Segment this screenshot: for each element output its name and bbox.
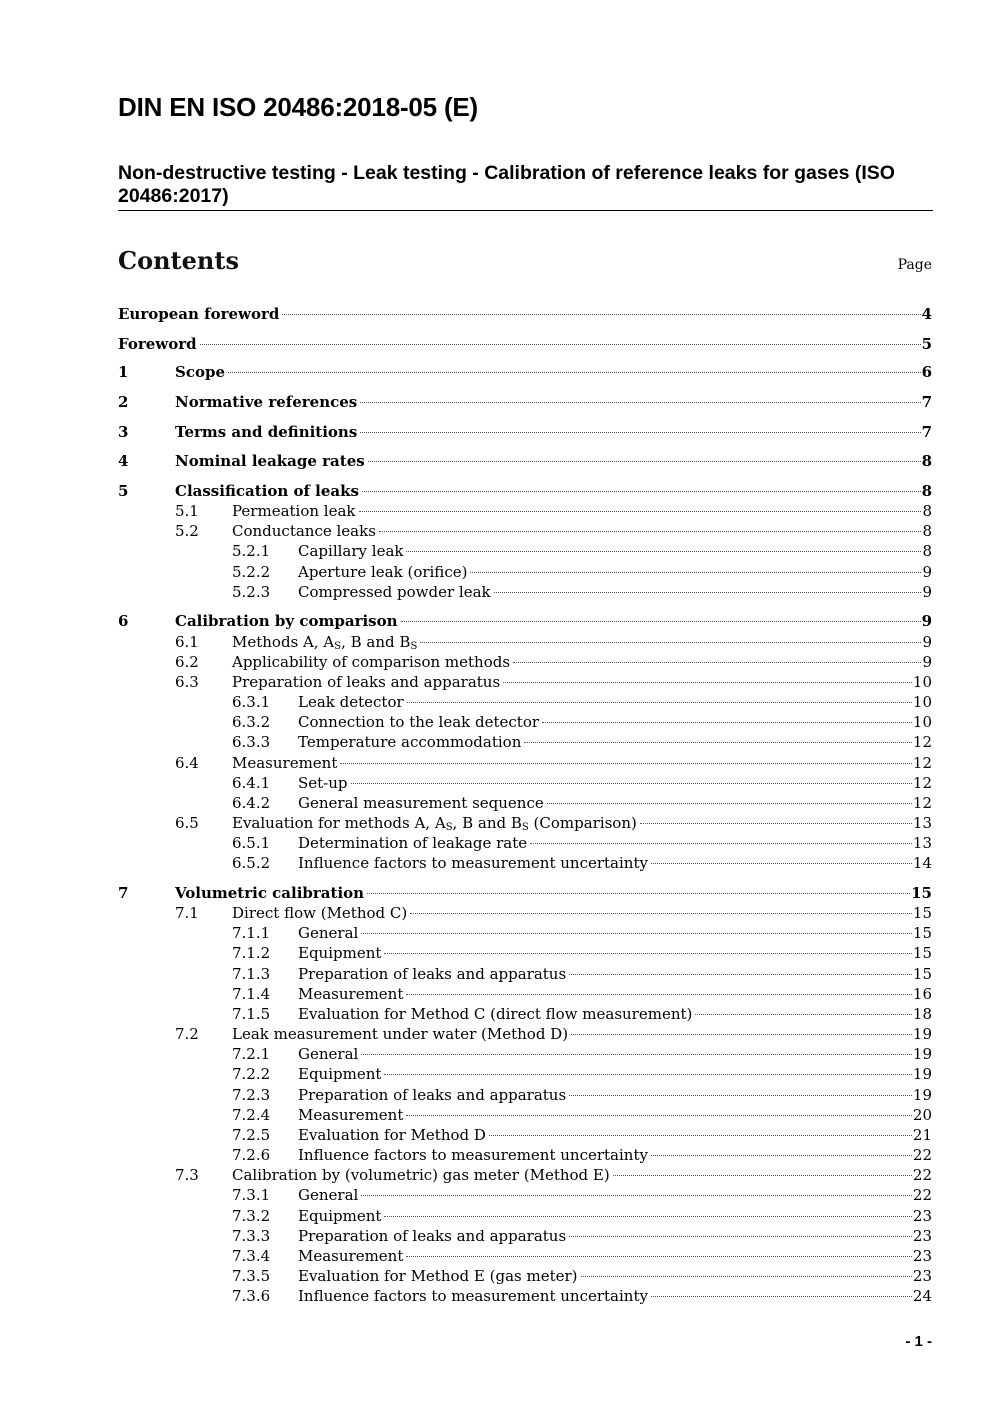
toc-entry-number: 5 [118, 482, 129, 500]
dot-leader [362, 491, 921, 492]
toc-entry-page: 18 [912, 1005, 932, 1023]
toc-entry-page: 24 [912, 1287, 932, 1305]
toc-entry-number: 7.2.4 [232, 1106, 271, 1124]
toc-entry-number: 6.4.2 [232, 794, 271, 812]
dot-leader [368, 461, 921, 462]
toc-entry[interactable] [0, 883, 992, 903]
toc-entry-number: 7.2.6 [232, 1146, 271, 1164]
toc-entry-page: 12 [912, 774, 932, 792]
toc-entry[interactable] [0, 562, 992, 582]
toc-entry-number: 5.2.2 [232, 563, 271, 581]
toc-entry[interactable] [0, 582, 992, 602]
toc-entry-title: Evaluation for Method C (direct flow measurement) [298, 1005, 693, 1023]
toc-entry[interactable] [0, 833, 992, 853]
title-divider [118, 210, 933, 211]
toc-entry-title: Measurement [298, 985, 404, 1003]
dot-leader [470, 572, 921, 573]
toc-entry[interactable] [0, 1206, 992, 1226]
dot-leader [542, 722, 912, 723]
toc-entry-number: 3 [118, 423, 129, 441]
toc-entry-page: 15 [912, 924, 932, 942]
dot-leader [489, 1135, 912, 1136]
toc-entry-title: Evaluation for methods A, $A_S$, B and $B_S$ (Comparison) [232, 814, 637, 833]
toc-entry-page: 8 [922, 522, 932, 540]
toc-entry-page: 23 [912, 1247, 932, 1265]
toc-entry-page: 12 [912, 794, 932, 812]
toc-entry-page: 14 [912, 854, 932, 872]
dot-leader [361, 1054, 912, 1055]
toc-entry-number: 7.1.4 [232, 985, 271, 1003]
toc-entry-page: 7 [921, 393, 932, 411]
dot-leader [367, 893, 910, 894]
toc-entry-page: 13 [912, 814, 932, 832]
toc-entry-title: Terms and definitions [175, 423, 358, 441]
toc-entry-number: 5.1 [175, 502, 199, 520]
toc-entry[interactable] [0, 422, 992, 442]
dot-leader [530, 843, 912, 844]
toc-entry-title: Evaluation for Method D [298, 1126, 486, 1144]
toc-entry[interactable] [0, 923, 992, 943]
toc-entry-number: 7.1.2 [232, 944, 271, 962]
toc-entry-page: 10 [912, 673, 932, 691]
toc-entry-page: 15 [912, 904, 932, 922]
toc-entry-title: Direct flow (Method C) [232, 904, 408, 922]
toc-entry-page: 20 [912, 1106, 932, 1124]
toc-entry-number: 7.1.1 [232, 924, 271, 942]
toc-entry-title: Permeation leak [232, 502, 356, 520]
toc-entry-number: 5.2 [175, 522, 199, 540]
toc-entry-title: Leak detector [298, 693, 404, 711]
toc-entry-title: Aperture leak (orifice) [298, 563, 468, 581]
toc-entry-title: Foreword [118, 335, 197, 353]
toc-entry-page: 19 [912, 1065, 932, 1083]
toc-entry[interactable] [0, 632, 992, 652]
toc-entry-number: 6.5.2 [232, 854, 271, 872]
toc-entry-title: Nominal leakage rates [175, 452, 365, 470]
toc-entry-title: Calibration by comparison [175, 612, 398, 630]
toc-entry-page: 9 [921, 612, 932, 630]
toc-entry-number: 7.3.5 [232, 1267, 271, 1285]
toc-entry-page: 8 [921, 482, 932, 500]
toc-entry[interactable] [0, 793, 992, 813]
toc-entry-title: Determination of leakage rate [298, 834, 528, 852]
toc-entry[interactable] [0, 521, 992, 541]
toc-entry-page: 19 [912, 1086, 932, 1104]
toc-entry-title: Equipment [298, 1207, 382, 1225]
dot-leader [200, 344, 921, 345]
toc-entry-number: 6 [118, 612, 129, 630]
toc-entry-number: 7.3.3 [232, 1227, 271, 1245]
toc-entry[interactable] [0, 984, 992, 1004]
dot-leader [524, 742, 912, 743]
toc-entry-title: General measurement sequence [298, 794, 544, 812]
toc-entry[interactable] [0, 773, 992, 793]
toc-entry[interactable] [0, 1266, 992, 1286]
toc-entry-page: 15 [912, 965, 932, 983]
toc-entry-number: 7 [118, 884, 129, 902]
dot-leader [228, 372, 921, 373]
toc-entry-title: Temperature accommodation [298, 733, 522, 751]
toc-entry-page: 10 [912, 713, 932, 731]
toc-entry-number: 7.3.6 [232, 1287, 271, 1305]
toc-entry[interactable] [0, 732, 992, 752]
dot-leader [401, 621, 921, 622]
toc-entry-title: Preparation of leaks and apparatus [232, 673, 501, 691]
toc-entry-title: Measurement [298, 1247, 404, 1265]
toc-entry-number: 6.5 [175, 814, 199, 832]
toc-entry-page: 13 [912, 834, 932, 852]
toc-entry-title: Equipment [298, 1065, 382, 1083]
toc-entry-number: 7.2 [175, 1025, 199, 1043]
dot-leader [420, 642, 921, 643]
toc-entry-page: 22 [912, 1186, 932, 1204]
toc-entry-page: 9 [922, 563, 932, 581]
toc-entry-title: Influence factors to measurement uncertainty [298, 1146, 648, 1164]
dot-leader [571, 1034, 912, 1035]
toc-entry[interactable] [0, 1044, 992, 1064]
dot-leader [695, 1014, 912, 1015]
toc-entry-title: Methods A, $A_S$, B and $B_S$ [232, 633, 418, 652]
toc-entry[interactable] [0, 1185, 992, 1205]
toc-entry-title: General [298, 924, 359, 942]
toc-entry-number: 6.3 [175, 673, 199, 691]
toc-entry-page: 9 [922, 633, 932, 651]
toc-entry-title: Applicability of comparison methods [232, 653, 511, 671]
toc-entry[interactable] [0, 304, 992, 324]
toc-entry-title: Classification of leaks [175, 482, 359, 500]
dot-leader [384, 953, 912, 954]
toc-entry[interactable] [0, 392, 992, 412]
toc-entry-page: 23 [912, 1227, 932, 1245]
toc-entry-number: 5.2.1 [232, 542, 271, 560]
toc-entry-number: 7.1.3 [232, 965, 271, 983]
toc-entry-title: Compressed powder leak [298, 583, 491, 601]
contents-heading: Contents [118, 246, 239, 275]
toc-entry[interactable] [0, 1165, 992, 1185]
toc-entry[interactable] [0, 481, 992, 501]
toc-entry-number: 7.2.1 [232, 1045, 271, 1063]
dot-leader [494, 592, 922, 593]
toc-entry-page: 5 [921, 335, 932, 353]
toc-entry[interactable] [0, 1145, 992, 1165]
toc-entry-page: 10 [912, 693, 932, 711]
toc-entry-title: European foreword [118, 305, 280, 323]
document-title: Non-destructive testing - Leak testing - Calibration of reference leaks for gases (ISO 20486:2017) [118, 162, 895, 207]
dot-leader [569, 974, 912, 975]
toc-entry-title: Preparation of leaks and apparatus [298, 1086, 567, 1104]
dot-leader [384, 1216, 912, 1217]
toc-entry-title: Connection to the leak detector [298, 713, 540, 731]
toc-entry[interactable] [0, 813, 992, 833]
toc-entry-number: 6.3.3 [232, 733, 271, 751]
dot-leader [640, 823, 912, 824]
dot-leader [651, 863, 912, 864]
toc-entry[interactable] [0, 1024, 992, 1044]
toc-entry-number: 6.3.2 [232, 713, 271, 731]
dot-leader [581, 1276, 912, 1277]
dot-leader [569, 1236, 912, 1237]
toc-entry-title: General [298, 1186, 359, 1204]
toc-entry-title: Volumetric calibration [175, 884, 365, 902]
toc-entry[interactable] [0, 1085, 992, 1105]
toc-entry-title: Equipment [298, 944, 382, 962]
toc-entry[interactable] [0, 853, 992, 873]
toc-entry-page: 12 [912, 754, 932, 772]
toc-entry-number: 7.2.3 [232, 1086, 271, 1104]
toc-entry-title: Capillary leak [298, 542, 404, 560]
toc-entry[interactable] [0, 964, 992, 984]
toc-entry-page: 12 [912, 733, 932, 751]
toc-entry-number: 2 [118, 393, 129, 411]
toc-entry[interactable] [0, 362, 992, 382]
toc-entry[interactable] [0, 1226, 992, 1246]
toc-entry-title: Calibration by (volumetric) gas meter (Method E) [232, 1166, 610, 1184]
toc-entry-number: 7.3.2 [232, 1207, 271, 1225]
toc-entry-page: 8 [921, 452, 932, 470]
toc-entry[interactable] [0, 334, 992, 354]
toc-entry-title: Set-up [298, 774, 348, 792]
dot-leader [651, 1296, 912, 1297]
dot-leader [651, 1155, 912, 1156]
toc-entry-page: 23 [912, 1267, 932, 1285]
dot-leader [406, 1256, 912, 1257]
toc-entry-number: 6.4.1 [232, 774, 271, 792]
toc-entry-number: 7.3 [175, 1166, 199, 1184]
toc-entry-number: 7.1.5 [232, 1005, 271, 1023]
toc-entry[interactable] [0, 1286, 992, 1306]
toc-entry[interactable] [0, 712, 992, 732]
toc-entry-page: 23 [912, 1207, 932, 1225]
toc-entry[interactable] [0, 1105, 992, 1125]
dot-leader [379, 531, 922, 532]
toc-entry-number: 6.4 [175, 754, 199, 772]
dot-leader [407, 702, 912, 703]
toc-entry[interactable] [0, 1064, 992, 1084]
toc-entry[interactable] [0, 541, 992, 561]
document-id: DIN EN ISO 20486:2018-05 (E) [118, 92, 479, 122]
dot-leader [361, 933, 912, 934]
toc-entry[interactable] [0, 672, 992, 692]
dot-leader [359, 511, 922, 512]
dot-leader [613, 1175, 912, 1176]
toc-entry-page: 16 [912, 985, 932, 1003]
toc-entry-page: 19 [912, 1025, 932, 1043]
toc-entry-title: Preparation of leaks and apparatus [298, 965, 567, 983]
toc-entry[interactable] [0, 692, 992, 712]
dot-leader [340, 763, 912, 764]
toc-entry-title: Scope [175, 363, 226, 381]
toc-entry[interactable] [0, 1125, 992, 1145]
toc-entry-title: Influence factors to measurement uncertainty [298, 1287, 648, 1305]
toc-entry[interactable] [0, 943, 992, 963]
toc-entry-title: Influence factors to measurement uncertainty [298, 854, 648, 872]
toc-entry-page: 21 [912, 1126, 932, 1144]
toc-entry-page: 4 [921, 305, 932, 323]
dot-leader [360, 402, 920, 403]
dot-leader [569, 1095, 912, 1096]
toc-entry-number: 6.5.1 [232, 834, 271, 852]
toc-entry[interactable] [0, 1004, 992, 1024]
toc-entry-number: 5.2.3 [232, 583, 271, 601]
dot-leader [513, 662, 921, 663]
toc-entry[interactable] [0, 451, 992, 471]
toc-entry-title: Leak measurement under water (Method D) [232, 1025, 569, 1043]
toc-entry-title: Measurement [232, 754, 338, 772]
dot-leader [406, 1115, 912, 1116]
toc-entry-page: 6 [921, 363, 932, 381]
toc-entry[interactable] [0, 611, 992, 631]
toc-entry-title: Preparation of leaks and apparatus [298, 1227, 567, 1245]
toc-entry-number: 7.2.5 [232, 1126, 271, 1144]
dot-leader [410, 913, 912, 914]
toc-entry-number: 7.2.2 [232, 1065, 271, 1083]
toc-entry[interactable] [0, 1246, 992, 1266]
toc-entry-number: 7.1 [175, 904, 199, 922]
toc-entry[interactable] [0, 753, 992, 773]
page-column-heading: Page [897, 257, 932, 273]
dot-leader [384, 1074, 912, 1075]
toc-entry-number: 7.3.4 [232, 1247, 271, 1265]
toc-entry-page: 9 [922, 583, 932, 601]
toc-entry-page: 19 [912, 1045, 932, 1063]
toc-entry-page: 22 [912, 1166, 932, 1184]
dot-leader [361, 1195, 912, 1196]
page-number: - 1 - [905, 1333, 932, 1350]
toc-entry[interactable] [0, 903, 992, 923]
toc-entry-number: 6.2 [175, 653, 199, 671]
toc-entry-number: 4 [118, 452, 129, 470]
toc-entry-page: 8 [922, 502, 932, 520]
dot-leader [406, 994, 912, 995]
toc-entry-title: Measurement [298, 1106, 404, 1124]
toc-entry-page: 8 [922, 542, 932, 560]
dot-leader [351, 783, 912, 784]
toc-entry-page: 15 [912, 944, 932, 962]
dot-leader [282, 314, 920, 315]
toc-entry[interactable] [0, 501, 992, 521]
toc-entry-page: 7 [921, 423, 932, 441]
toc-entry-title: General [298, 1045, 359, 1063]
toc-entry-number: 6.3.1 [232, 693, 271, 711]
toc-entry-number: 6.1 [175, 633, 199, 651]
toc-entry-page: 9 [922, 653, 932, 671]
dot-leader [406, 551, 921, 552]
toc-entry-number: 1 [118, 363, 129, 381]
toc-entry-page: 22 [912, 1146, 932, 1164]
toc-entry-number: 7.3.1 [232, 1186, 271, 1204]
toc-entry-title: Evaluation for Method E (gas meter) [298, 1267, 578, 1285]
toc-entry-title: Conductance leaks [232, 522, 376, 540]
dot-leader [547, 803, 912, 804]
toc-entry-title: Normative references [175, 393, 358, 411]
toc-entry[interactable] [0, 652, 992, 672]
dot-leader [360, 432, 920, 433]
dot-leader [503, 682, 912, 683]
toc-entry-page: 15 [911, 884, 932, 902]
